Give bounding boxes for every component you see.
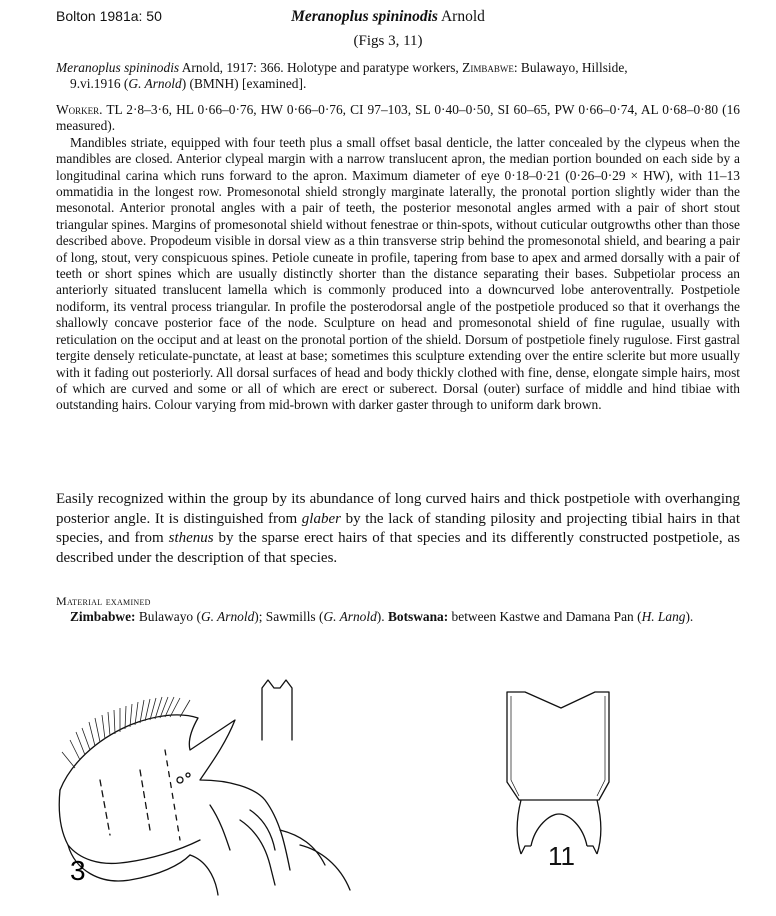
citation-paragraph [56, 60, 740, 93]
material-heading: Material examined [56, 594, 151, 608]
diagnosis-text-1: Easily recognized within the group by its abundance of long curved hairs and thick postpetiole with overhanging posterior angle. It is distinguished from [56, 491, 740, 527]
worker-measurements-paragraph [56, 102, 740, 135]
figure-reference: (Figs 3, 11) [353, 33, 423, 49]
material-collector: G. Arnold [200, 609, 255, 624]
species-name: Meranoplus spininodis [291, 8, 438, 25]
figure-11-label: 11 [548, 841, 575, 871]
diagnosis-glaber: glaber [301, 510, 341, 527]
figure-3-drawing [40, 670, 380, 910]
material-text: between Kastwe and Damana Pan ( [448, 609, 642, 624]
worker-morphology-paragraph: Mandibles striate, equipped with four teeth plus a small offset basal denticle, the latter concealed by the clypeus when the mandibles are closed. Anterior clypeal margin with a narrow translucent apron, the median portion bounded on each side by a longitudinal carina which runs forward to the apron. Maximum diameter of eye 0·18–0·21 (0·26–0·29 × HW), with 11–13 ommatidia in the longest row. Promesonotal shield strongly marginate laterally, the pronotal portion slightly wider than the mesonotal. Anterior pronotal angles with a pair of teeth, the posterior mesonotal angles armed with a pair of short stout triangular spines. Margins of promesonotal shield without fenestrae or thin-spots, without cuticular outgrowths other than those described above. Propodeum visible in dorsal view as a thin transverse strip behind the promesonotal shield, and bearing a pair of long, stout, very conspicuous spines. Petiole cuneate in profile, tapering from base to apex and armed dorsally with a pair of teeth or short spines which are usually distinctly shorter than the distance separating their bases. Subpetiolar process an anteriorly situated translucent lamella which is commonly produced into a downcurved lobe anteroventrally. Postpetiole nodiform, its ventral process triangular. In profile the posterodorsal angle of the postpetiole produced so that it overhangs the shallowly concave posterior face of the node. Sculpture on head and promesonotal shield of fine rugulae, usually with reticulation on the occiput and at least on the pronotal portion of the shield. Dorsum of postpetiole finely rugulose. First gastral tergite densely reticulate-punctate, at least at base; sometimes this sculpture extending over the entire sclerite but more usually with it fading out posteriorly. All dorsal surfaces of head and body thickly clothed with fine, dense, elongate simple hairs, most of which are curved and some or all of which are erect or suberect. Dorsal (outer) surface of middle and hind tibiae with outstanding hairs. Colour varying from mid-brown with darker gaster through to uniform dark brown. [56, 134, 740, 413]
material-collector: H. Lang [641, 609, 686, 624]
material-examined [56, 609, 740, 625]
species-title [0, 8, 776, 26]
diagnosis-paragraph [56, 490, 740, 568]
citation-line-2 [56, 76, 740, 92]
material-text: ). [685, 609, 694, 624]
diagnosis-text-3: by the sparse erect hairs of that species and its differently constructed postpetiole, as described under the description of that species. [56, 530, 740, 566]
material-country-botswana: Botswana: [387, 609, 449, 624]
worker-measurements: TL 2·8–3·6, HL 0·66–0·76, HW 0·66–0·76, CI 97–103, SL 0·40–0·50, SI 60–65, PW 0·66–0·74, AL 0·68–0·80 (16 measured). [56, 102, 740, 134]
citation-date: 9.vi.1916 ( [70, 76, 129, 92]
citation-collector: G. Arnold [128, 76, 182, 92]
page-source-label: Bolton 1981a: 50 [56, 8, 162, 24]
material-country-zimbabwe: Zimbabwe: [70, 609, 136, 624]
material-text: Bulawayo ( [135, 609, 201, 624]
diagnosis-sthenus: sthenus [168, 530, 214, 546]
citation-text-3: ) (BMNH) [examined]. [181, 76, 307, 92]
material-collector: G. Arnold [323, 609, 377, 624]
material-paragraph [56, 609, 740, 625]
species-author: Arnold [440, 8, 485, 25]
citation-country: Zimbabwe [462, 60, 514, 75]
citation-text-2: : Bulawayo, Hillside, [513, 60, 628, 75]
figure-3-label: 3 [70, 855, 86, 886]
diagnosis-text-2: by the lack of standing pilosity and projecting tibial hairs in that species, and from [56, 510, 740, 546]
worker-description [56, 102, 740, 414]
worker-label: Worker. [56, 102, 103, 117]
material-text: ). [376, 609, 388, 624]
citation-species: Meranoplus spininodis [56, 60, 180, 75]
citation-text-1: Arnold, 1917: 366. Holotype and paratype workers, [179, 60, 463, 75]
material-text: ); Sawmills ( [254, 609, 324, 624]
